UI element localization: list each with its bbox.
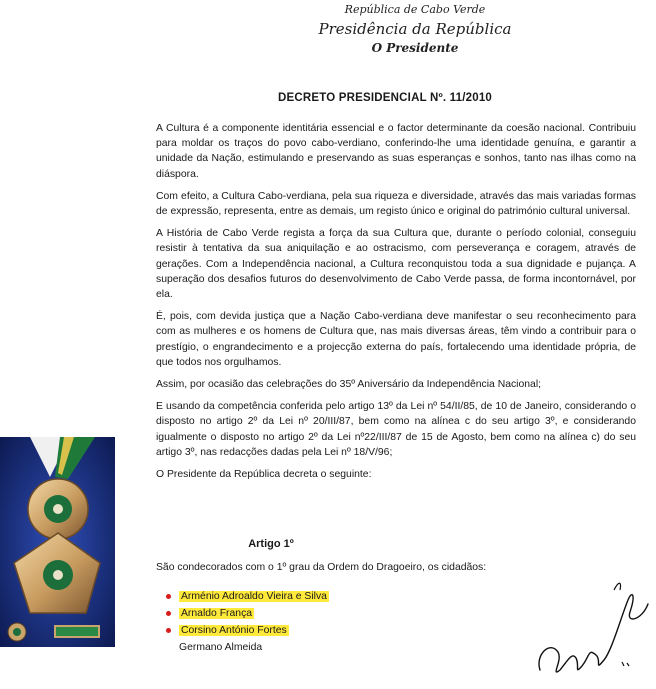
signature bbox=[530, 560, 656, 689]
paragraph: É, pois, com devida justiça que a Nação Cabo-verdiana deve manifestar o seu reconhecimento para com as mulheres e os homens de Cultura que, nas mais diversas áreas, têm vindo a contribuir para o prestígio, o engrandecimento e a projecção externa do país, fortalecendo uma identidade própria, de que todos nos orgulhamos. bbox=[156, 311, 636, 368]
letterhead-institution: Presidência da República bbox=[318, 20, 512, 38]
bullet-icon bbox=[166, 628, 171, 633]
list-item bbox=[166, 622, 329, 639]
paragraph: A Cultura é a componente identitária essencial e o factor determinante da coesão nacional. Contribuiu para moldar os traços do povo cabo-verdiano, conferindo-lhe uma identidade genuína, e garantir a unidade da Nação, estimulando e preservando as suas esperanças e sonhos, tanto nas ilhas como na diáspora. bbox=[156, 123, 636, 180]
letterhead-office: O Presidente bbox=[371, 41, 459, 55]
list-item bbox=[166, 605, 329, 622]
recipient-name: Arnaldo França bbox=[181, 608, 253, 619]
decree-body bbox=[156, 121, 636, 489]
medal-photo bbox=[0, 437, 115, 647]
letterhead bbox=[300, 2, 530, 56]
paragraph: E usando da competência conferida pelo artigo 13º da Lei nº 54/II/85, de 10 de Janeiro, considerando o disposto no artigo 2º da Lei nº 20/III/87, bem como na alínea c do seu artigo 3º, e considerando igualmente o disposto no artigo 2º da Lei nº22/III/87 de 15 de Agosto, bem como na alínea c) do seu artigo 3º, nas redacções dadas pela Lei nº 18/V/96; bbox=[156, 401, 636, 458]
decree-title: DECRETO PRESIDENCIAL Nº. 11/2010 bbox=[277, 92, 493, 104]
recipient-name: Arménio Adroaldo Vieira e Silva bbox=[181, 591, 327, 602]
paragraph: O Presidente da República decreta o seguinte: bbox=[156, 469, 372, 481]
paragraph: Com efeito, a Cultura Cabo-verdiana, pela sua riqueza e diversidade, através das mais variadas formas de expressão, representa, entre as demais, um registo único e original do património cultural universal. bbox=[156, 190, 636, 218]
recipient-name: Corsino António Fortes bbox=[181, 625, 287, 636]
recipient-name: Germano Almeida bbox=[179, 642, 263, 653]
letterhead-country: República de Cabo Verde bbox=[344, 3, 486, 16]
paragraph: A História de Cabo Verde regista a força da sua Cultura que, durante o período colonial, conseguiu resistir à tentativa da sua aniquilação e ao ostracismo, com perseverança e coragem, através de gerações. Com a Independência nacional, a Cultura reconquistou toda a sua dignidade e pujança. A superação dos desafios futuros do desenvolvimento de Cabo Verde passa, de forma incontornável, por ela. bbox=[156, 228, 636, 301]
article-intro: São condecorados com o 1º grau da Ordem do Dragoeiro, os cidadãos: bbox=[156, 562, 487, 573]
bullet-icon bbox=[166, 611, 171, 616]
list-item bbox=[166, 588, 329, 605]
recipient-list bbox=[166, 588, 329, 656]
paragraph: Assim, por ocasião das celebrações do 35º Aniversário da Independência Nacional; bbox=[156, 379, 542, 391]
article-heading: Artigo 1º bbox=[248, 538, 294, 550]
bullet-icon bbox=[166, 594, 171, 599]
list-item bbox=[166, 639, 329, 656]
